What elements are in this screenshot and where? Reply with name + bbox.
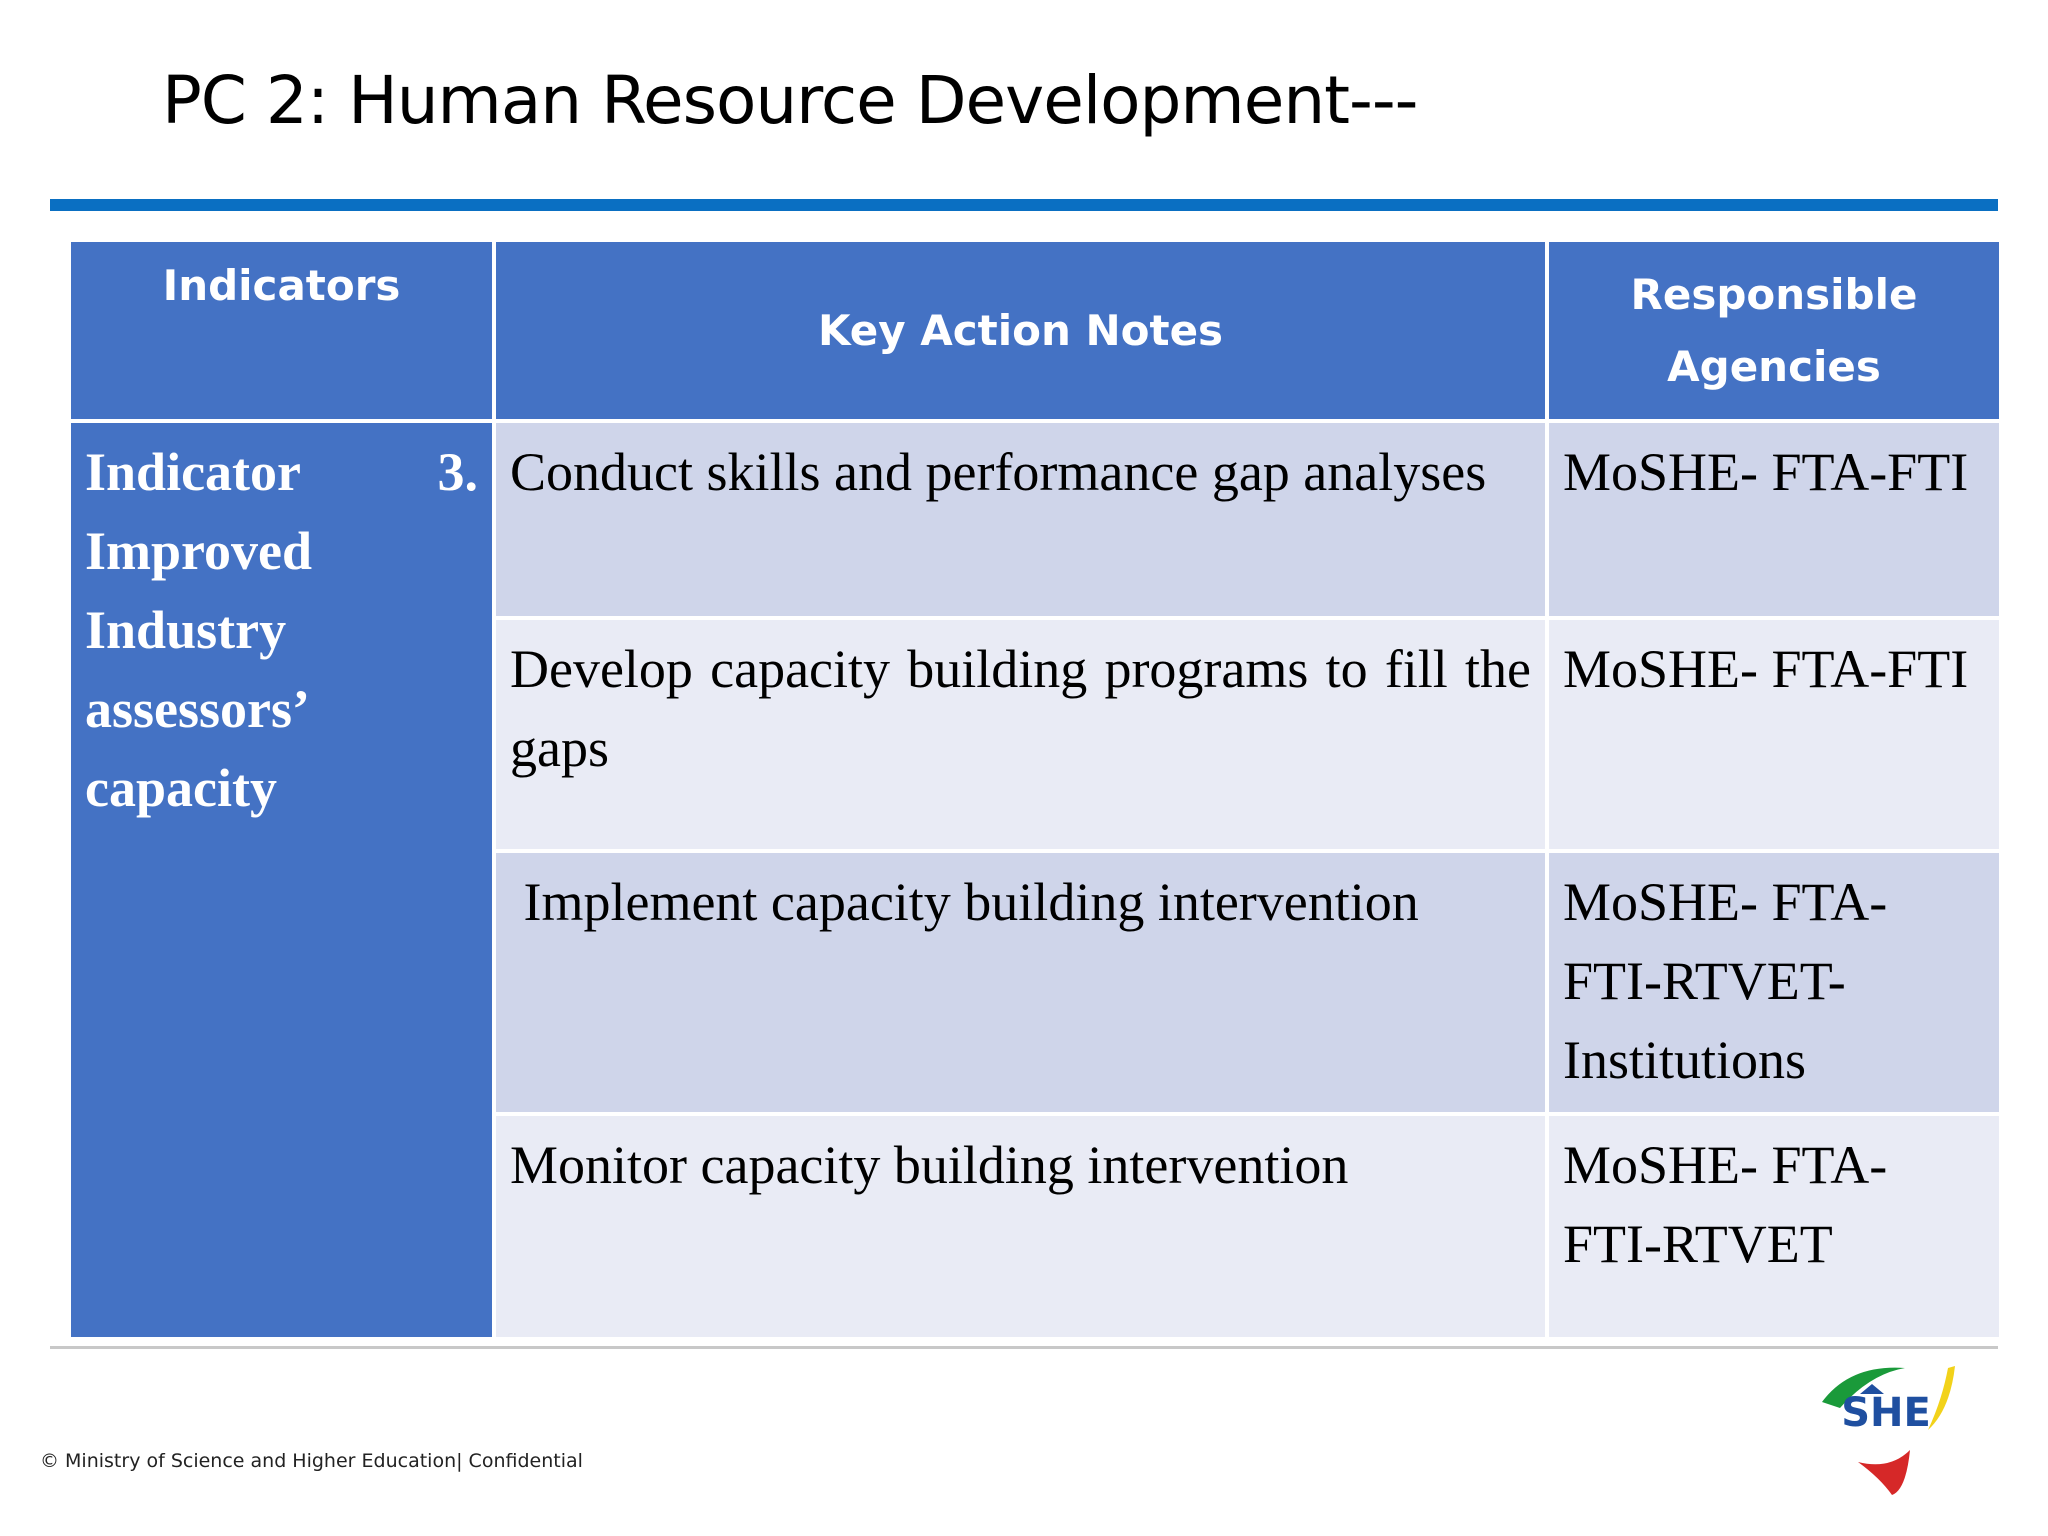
indicator-number: 3.: [437, 442, 478, 502]
logo-yellow-swoosh: [1928, 1366, 1955, 1430]
action-table: [67, 238, 2003, 1341]
logo-text: SHE: [1841, 1390, 1931, 1436]
indicator-cell: [69, 421, 494, 1339]
header-indicators: Indicators: [69, 240, 494, 421]
indicator-heading: [85, 433, 478, 512]
header-responsible-agencies: [1547, 240, 2001, 421]
action-note: Monitor capacity building intervention: [494, 1114, 1547, 1339]
header-key-action-notes: Key Action Notes: [494, 240, 1547, 421]
indicator-line: Industry: [85, 600, 287, 660]
responsible-agencies: MoSHE- FTA-FTI-RTVET: [1547, 1114, 2001, 1339]
indicator-line: capacity: [85, 758, 277, 818]
header-responsible-line2: Agencies: [1667, 341, 1881, 391]
title-divider: [50, 199, 1998, 211]
table-row: [69, 421, 2001, 618]
indicator-line: Improved: [85, 521, 313, 581]
header-responsible-line1: Responsible: [1630, 269, 1918, 319]
action-note: Develop capacity building programs to fill the gaps: [494, 618, 1547, 851]
responsible-agencies: MoSHE- FTA-FTI: [1547, 618, 2001, 851]
indicator-line: assessors’: [85, 679, 310, 739]
footer-divider: [50, 1346, 1998, 1349]
page-title: PC 2: Human Resource Development---: [162, 62, 1418, 139]
indicator-label: Indicator: [85, 442, 301, 502]
table-header-row: [69, 240, 2001, 421]
action-note: Conduct skills and performance gap analyses: [494, 421, 1547, 618]
logo-red-swoosh: [1858, 1450, 1910, 1495]
footer-copyright: © Ministry of Science and Higher Education| Confidential: [40, 1450, 583, 1472]
action-note: Implement capacity building intervention: [494, 851, 1547, 1114]
she-logo: [1810, 1350, 1970, 1500]
responsible-agencies: MoSHE- FTA-FTI-RTVET-Institutions: [1547, 851, 2001, 1114]
responsible-agencies: MoSHE- FTA-FTI: [1547, 421, 2001, 618]
